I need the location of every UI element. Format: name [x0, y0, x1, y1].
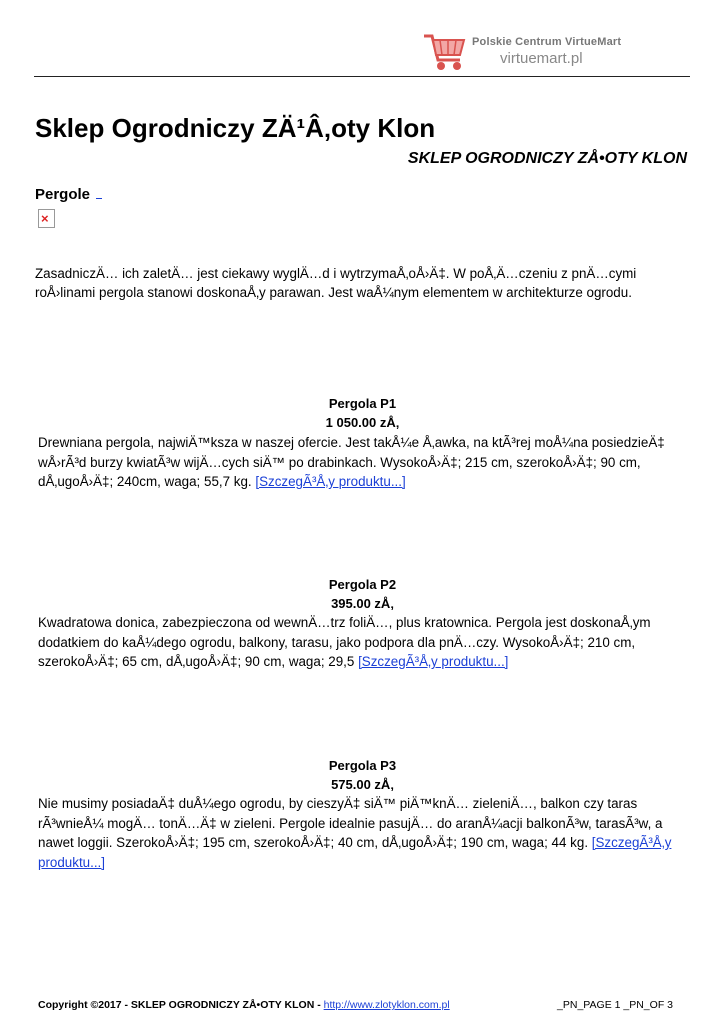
page-subtitle: SKLEP OGRODNICZY ZÅ•OTY KLON — [407, 150, 687, 167]
broken-image-icon: × — [38, 209, 55, 228]
category-heading — [35, 186, 102, 203]
logo-domain: virtuemart.pl — [500, 50, 583, 67]
product-details-link[interactable]: [SzczegÃ³Å‚y produktu...] — [255, 474, 406, 489]
footer-copyright: Copyright ©2017 - SKLEP OGRODNICZY ZÅ•OTY KLON - — [38, 999, 321, 1011]
product-description — [38, 433, 688, 492]
product-description — [38, 613, 688, 672]
product-description-text: Drewniana pergola, najwiÄ™ksza w naszej ofercie. Jest takÅ¼e Å‚awka, na ktÃ³rej moÅ¼na posiedzieÄ‡ wÅ›rÃ³d burzy kwiatÃ³w wijÄ…cych siÄ™ po drabinkach. WysokoÅ›Ä‡; 215 cm, szerokoÅ›Ä‡; 90 cm, dÅ‚ugoÅ›Ä‡; 240cm, waga; 55,7 kg. — [38, 435, 665, 489]
product-name: Pergola P3 — [328, 758, 397, 773]
header-divider — [34, 76, 690, 77]
footer-url-link[interactable]: http://www.zlotyklon.com.pl — [323, 999, 450, 1011]
product-price: 575.00 zÅ‚ — [331, 777, 394, 792]
product-details-link[interactable]: [SzczegÃ³Å‚y produktu...] — [358, 654, 509, 669]
category-link[interactable] — [96, 186, 102, 199]
page-title: Sklep Ogrodniczy ZÄ¹Â‚oty Klon — [35, 113, 436, 143]
logo-title: Polskie Centrum VirtueMart — [472, 36, 622, 48]
shopping-cart-icon — [420, 28, 468, 74]
product-price: 1 050.00 zÅ‚ — [325, 415, 400, 430]
product-description-text: Nie musimy posiadaÄ‡ duÅ¼ego ogrodu, by cieszyÄ‡ siÄ™ piÄ™knÄ… zieleniÄ…, balkon czy taras rÃ³wnieÅ¼ mogÄ… tonÄ…Ä‡ w zieleni. Pergole idealnie pasujÄ… do aranÅ¼acji balkonÃ³w, tarasÃ³w, a nawet loggii. SzerokoÅ›Ä‡; 195 cm, szerokoÅ›Ä‡; 40 cm, dÅ‚ugoÅ›Ä‡; 190 cm, waga; 44 kg. — [38, 796, 663, 850]
product-name: Pergola P1 — [328, 396, 397, 411]
product-description — [38, 794, 688, 872]
page-number: _PN_PAGE 1 _PN_OF 3 — [557, 999, 673, 1011]
category-description: ZasadniczÄ… ich zaletÄ… jest ciekawy wyglÄ…d i wytrzymaÅ‚oÅ›Ä‡. W poÅ‚Ä…czeniu z pnÄ…cymi roÅ›linami pergola stanowi doskonaÅ‚y parawan. Jest waÅ¼nym elementem w architekturze ogrodu. — [35, 266, 637, 300]
product-description-text: Kwadratowa donica, zabezpieczona od wewnÄ…trz foliÄ…, plus kratownica. Pergola jest doskonaÅ‚ym dodatkiem do kaÅ¼dego ogrodu, balkony, tarasu, jako podpora dla pnÄ…czy. WysokoÅ›Ä‡; 210 cm, szerokoÅ›Ä‡; 65 cm, dÅ‚ugoÅ›Ä‡; 90 cm, waga; 29,5 — [38, 615, 651, 669]
category-title: Pergole — [35, 186, 91, 203]
product-price: 395.00 zÅ‚ — [331, 596, 394, 611]
virtuemart-logo — [420, 28, 660, 78]
product-name: Pergola P2 — [328, 577, 397, 592]
product-details-link[interactable]: [SzczegÃ³Å‚y produktu...] — [38, 835, 672, 870]
